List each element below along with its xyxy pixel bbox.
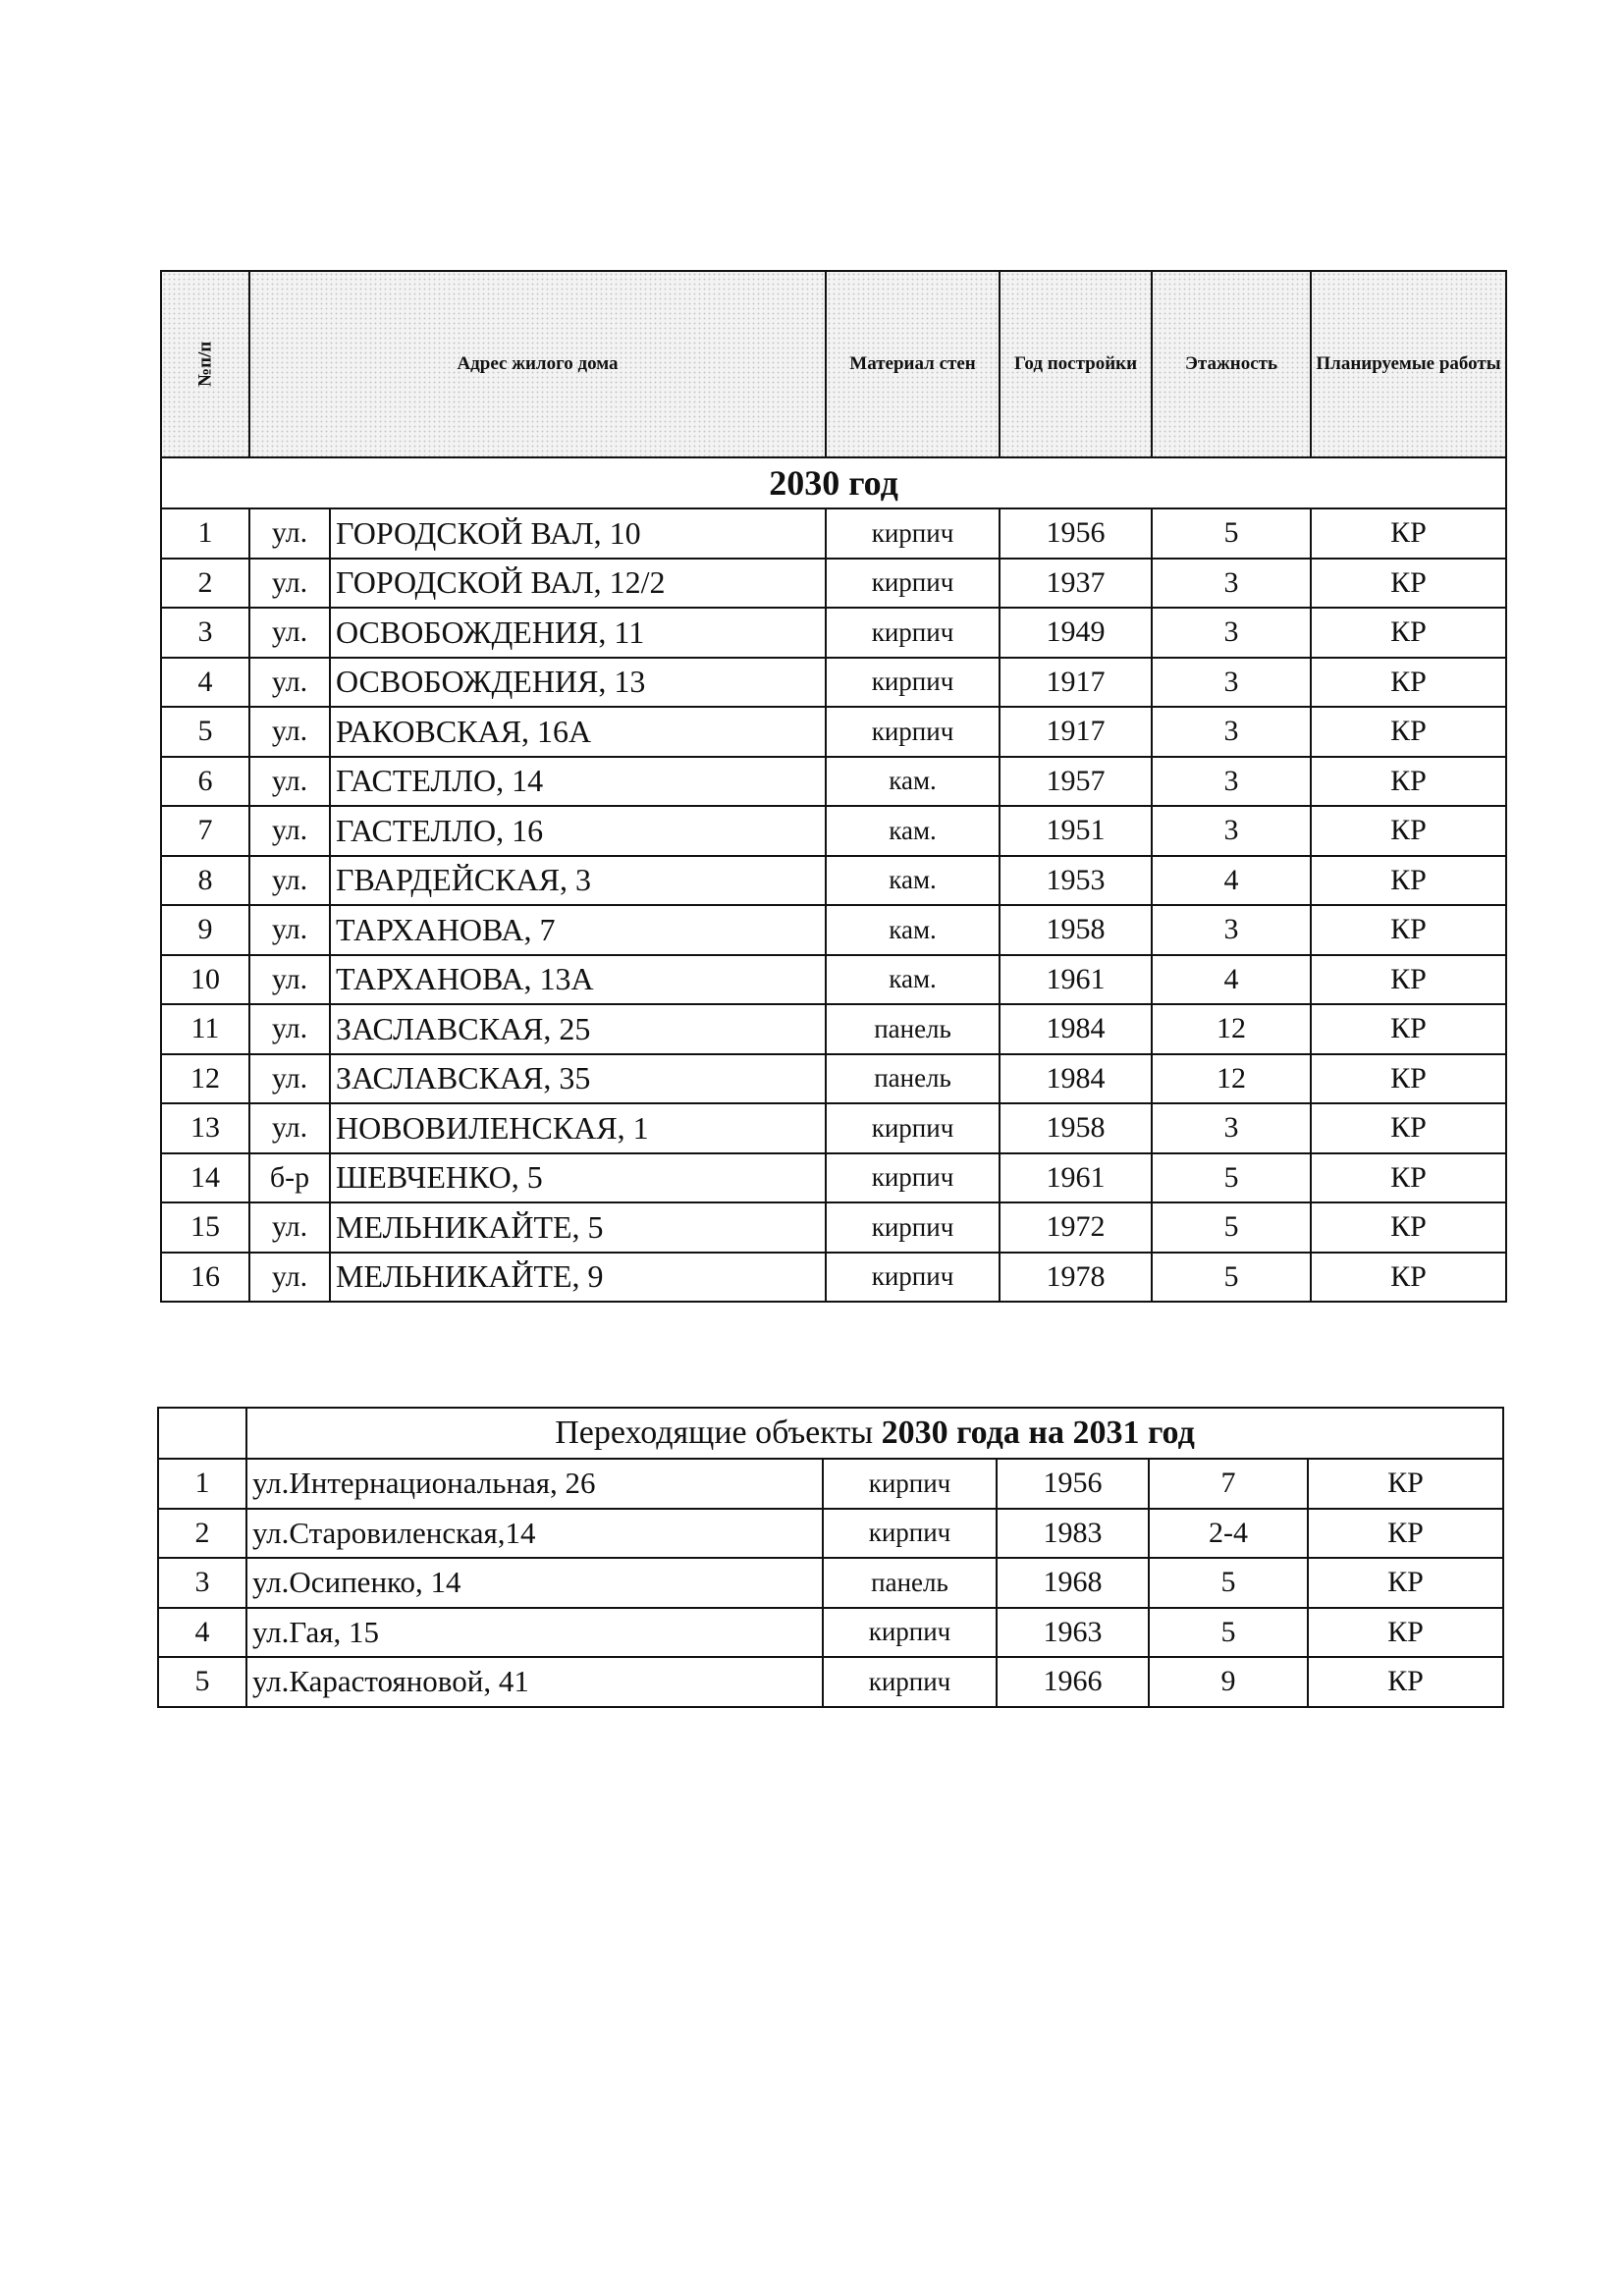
wall-material: кирпич	[826, 1253, 1000, 1303]
build-year: 1958	[1000, 905, 1152, 955]
floors: 5	[1152, 508, 1311, 559]
address: ул.Карастояновой, 41	[246, 1657, 823, 1707]
build-year: 1984	[1000, 1054, 1152, 1104]
planned-works: КР	[1311, 1253, 1506, 1303]
header-num: №п/п	[161, 271, 249, 457]
wall-material: панель	[826, 1004, 1000, 1054]
wall-material: кирпич	[823, 1509, 997, 1559]
floors: 5	[1149, 1608, 1308, 1658]
wall-material: кирпич	[826, 1153, 1000, 1203]
wall-material: кирпич	[826, 658, 1000, 708]
row-number: 4	[161, 658, 249, 708]
planned-works: КР	[1311, 806, 1506, 856]
street-type: ул.	[249, 806, 330, 856]
table-row	[161, 508, 1506, 559]
address: ОСВОБОЖДЕНИЯ, 13	[330, 658, 826, 708]
wall-material: кирпич	[826, 608, 1000, 658]
floors: 2-4	[1149, 1509, 1308, 1559]
planned-works: КР	[1311, 658, 1506, 708]
floors: 7	[1149, 1459, 1308, 1509]
transfer-title: Переходящие объекты 2030 года на 2031 год	[246, 1408, 1503, 1459]
table-row	[158, 1509, 1503, 1559]
build-year: 1966	[997, 1657, 1149, 1707]
table-row	[158, 1459, 1503, 1509]
row-number: 7	[161, 806, 249, 856]
planned-works: КР	[1311, 1153, 1506, 1203]
build-year: 1958	[1000, 1103, 1152, 1153]
table-row	[158, 1657, 1503, 1707]
table-row	[158, 1608, 1503, 1658]
planned-works: КР	[1311, 757, 1506, 807]
table-row	[161, 707, 1506, 757]
row-number: 11	[161, 1004, 249, 1054]
row-number: 3	[158, 1558, 246, 1608]
planned-works: КР	[1311, 1103, 1506, 1153]
address: ОСВОБОЖДЕНИЯ, 11	[330, 608, 826, 658]
row-number: 5	[161, 707, 249, 757]
build-year: 1972	[1000, 1202, 1152, 1253]
floors: 3	[1152, 806, 1311, 856]
table-row	[161, 955, 1506, 1005]
row-number: 16	[161, 1253, 249, 1303]
address: ГАСТЕЛЛО, 14	[330, 757, 826, 807]
transfer-title-row	[158, 1408, 1503, 1459]
wall-material: кирпич	[823, 1657, 997, 1707]
header-material: Материал стен	[826, 271, 1000, 457]
planned-works: КР	[1308, 1509, 1503, 1559]
floors: 12	[1152, 1004, 1311, 1054]
floors: 9	[1149, 1657, 1308, 1707]
header-works: Планируемые работы	[1311, 271, 1506, 457]
floors: 3	[1152, 757, 1311, 807]
street-type: ул.	[249, 1253, 330, 1303]
row-number: 3	[161, 608, 249, 658]
wall-material: кам.	[826, 955, 1000, 1005]
wall-material: кам.	[826, 905, 1000, 955]
build-year: 1978	[1000, 1253, 1152, 1303]
row-number: 4	[158, 1608, 246, 1658]
floors: 5	[1152, 1153, 1311, 1203]
planned-works: КР	[1311, 608, 1506, 658]
build-year: 1961	[1000, 955, 1152, 1005]
wall-material: кирпич	[826, 707, 1000, 757]
floors: 4	[1152, 955, 1311, 1005]
table-row	[161, 1054, 1506, 1104]
address: ЗАСЛАВСКАЯ, 35	[330, 1054, 826, 1104]
street-type: ул.	[249, 1054, 330, 1104]
wall-material: кирпич	[826, 1202, 1000, 1253]
build-year: 1953	[1000, 856, 1152, 906]
street-type: ул.	[249, 1202, 330, 1253]
floors: 3	[1152, 658, 1311, 708]
address: ул.Гая, 15	[246, 1608, 823, 1658]
table-row	[161, 856, 1506, 906]
build-year: 1983	[997, 1509, 1149, 1559]
wall-material: панель	[823, 1558, 997, 1608]
planned-works: КР	[1311, 905, 1506, 955]
build-year: 1956	[1000, 508, 1152, 559]
address: ГАСТЕЛЛО, 16	[330, 806, 826, 856]
street-type: ул.	[249, 658, 330, 708]
floors: 3	[1152, 1103, 1311, 1153]
wall-material: кирпич	[826, 508, 1000, 559]
street-type: ул.	[249, 757, 330, 807]
floors: 5	[1149, 1558, 1308, 1608]
address: ул.Старовиленская,14	[246, 1509, 823, 1559]
address: РАКОВСКАЯ, 16А	[330, 707, 826, 757]
transfer-table-body	[158, 1459, 1503, 1707]
planned-works: КР	[1308, 1657, 1503, 1707]
street-type: ул.	[249, 856, 330, 906]
repair-plan-table-2030	[160, 270, 1507, 1303]
table-row	[161, 1202, 1506, 1253]
planned-works: КР	[1311, 1004, 1506, 1054]
build-year: 1961	[1000, 1153, 1152, 1203]
street-type: ул.	[249, 1103, 330, 1153]
row-number: 10	[161, 955, 249, 1005]
table-row	[161, 1153, 1506, 1203]
address: ГОРОДСКОЙ ВАЛ, 12/2	[330, 559, 826, 609]
row-number: 2	[158, 1509, 246, 1559]
address: ул.Осипенко, 14	[246, 1558, 823, 1608]
street-type: ул.	[249, 508, 330, 559]
wall-material: панель	[826, 1054, 1000, 1104]
floors: 5	[1152, 1202, 1311, 1253]
row-number: 1	[158, 1459, 246, 1509]
wall-material: кирпич	[826, 1103, 1000, 1153]
wall-material: кирпич	[826, 559, 1000, 609]
row-number: 6	[161, 757, 249, 807]
row-number: 14	[161, 1153, 249, 1203]
build-year: 1951	[1000, 806, 1152, 856]
table-row	[161, 905, 1506, 955]
street-type: ул.	[249, 707, 330, 757]
planned-works: КР	[1311, 559, 1506, 609]
table-row	[161, 757, 1506, 807]
section-row	[161, 457, 1506, 508]
floors: 3	[1152, 905, 1311, 955]
address: ГОРОДСКОЙ ВАЛ, 10	[330, 508, 826, 559]
row-number: 2	[161, 559, 249, 609]
street-type: б-р	[249, 1153, 330, 1203]
planned-works: КР	[1308, 1558, 1503, 1608]
table-row	[161, 559, 1506, 609]
planned-works: КР	[1311, 955, 1506, 1005]
build-year: 1968	[997, 1558, 1149, 1608]
transfer-title-empty-cell	[158, 1408, 246, 1459]
address: МЕЛЬНИКАЙТЕ, 9	[330, 1253, 826, 1303]
address: МЕЛЬНИКАЙТЕ, 5	[330, 1202, 826, 1253]
street-type: ул.	[249, 559, 330, 609]
table-row	[161, 1004, 1506, 1054]
table-row	[161, 608, 1506, 658]
wall-material: кирпич	[823, 1459, 997, 1509]
row-number: 13	[161, 1103, 249, 1153]
planned-works: КР	[1311, 508, 1506, 559]
section-title: 2030 год	[161, 457, 1506, 508]
build-year: 1963	[997, 1608, 1149, 1658]
main-table-body	[161, 508, 1506, 1302]
row-number: 5	[158, 1657, 246, 1707]
planned-works: КР	[1308, 1608, 1503, 1658]
wall-material: кирпич	[823, 1608, 997, 1658]
build-year: 1956	[997, 1459, 1149, 1509]
build-year: 1937	[1000, 559, 1152, 609]
table-row	[161, 1103, 1506, 1153]
floors: 3	[1152, 559, 1311, 609]
table-row	[158, 1558, 1503, 1608]
build-year: 1917	[1000, 658, 1152, 708]
row-number: 9	[161, 905, 249, 955]
header-address: Адрес жилого дома	[249, 271, 826, 457]
address: ТАРХАНОВА, 7	[330, 905, 826, 955]
address: ШЕВЧЕНКО, 5	[330, 1153, 826, 1203]
address: ЗАСЛАВСКАЯ, 25	[330, 1004, 826, 1054]
build-year: 1984	[1000, 1004, 1152, 1054]
row-number: 8	[161, 856, 249, 906]
wall-material: кам.	[826, 856, 1000, 906]
floors: 5	[1152, 1253, 1311, 1303]
address: ул.Интернациональная, 26	[246, 1459, 823, 1509]
row-number: 15	[161, 1202, 249, 1253]
street-type: ул.	[249, 1004, 330, 1054]
transfer-objects-table	[157, 1407, 1504, 1708]
floors: 3	[1152, 608, 1311, 658]
build-year: 1957	[1000, 757, 1152, 807]
floors: 3	[1152, 707, 1311, 757]
address: ГВАРДЕЙСКАЯ, 3	[330, 856, 826, 906]
build-year: 1949	[1000, 608, 1152, 658]
address: НОВОВИЛЕНСКАЯ, 1	[330, 1103, 826, 1153]
wall-material: кам.	[826, 757, 1000, 807]
table-row	[161, 806, 1506, 856]
street-type: ул.	[249, 955, 330, 1005]
planned-works: КР	[1311, 1202, 1506, 1253]
planned-works: КР	[1308, 1459, 1503, 1509]
row-number: 12	[161, 1054, 249, 1104]
address: ТАРХАНОВА, 13А	[330, 955, 826, 1005]
header-floors: Этажность	[1152, 271, 1311, 457]
planned-works: КР	[1311, 856, 1506, 906]
build-year: 1917	[1000, 707, 1152, 757]
table-row	[161, 658, 1506, 708]
row-number: 1	[161, 508, 249, 559]
street-type: ул.	[249, 905, 330, 955]
street-type: ул.	[249, 608, 330, 658]
header-row	[161, 271, 1506, 457]
table-row	[161, 1253, 1506, 1303]
floors: 12	[1152, 1054, 1311, 1104]
wall-material: кам.	[826, 806, 1000, 856]
planned-works: КР	[1311, 707, 1506, 757]
header-year: Год постройки	[1000, 271, 1152, 457]
planned-works: КР	[1311, 1054, 1506, 1104]
floors: 4	[1152, 856, 1311, 906]
